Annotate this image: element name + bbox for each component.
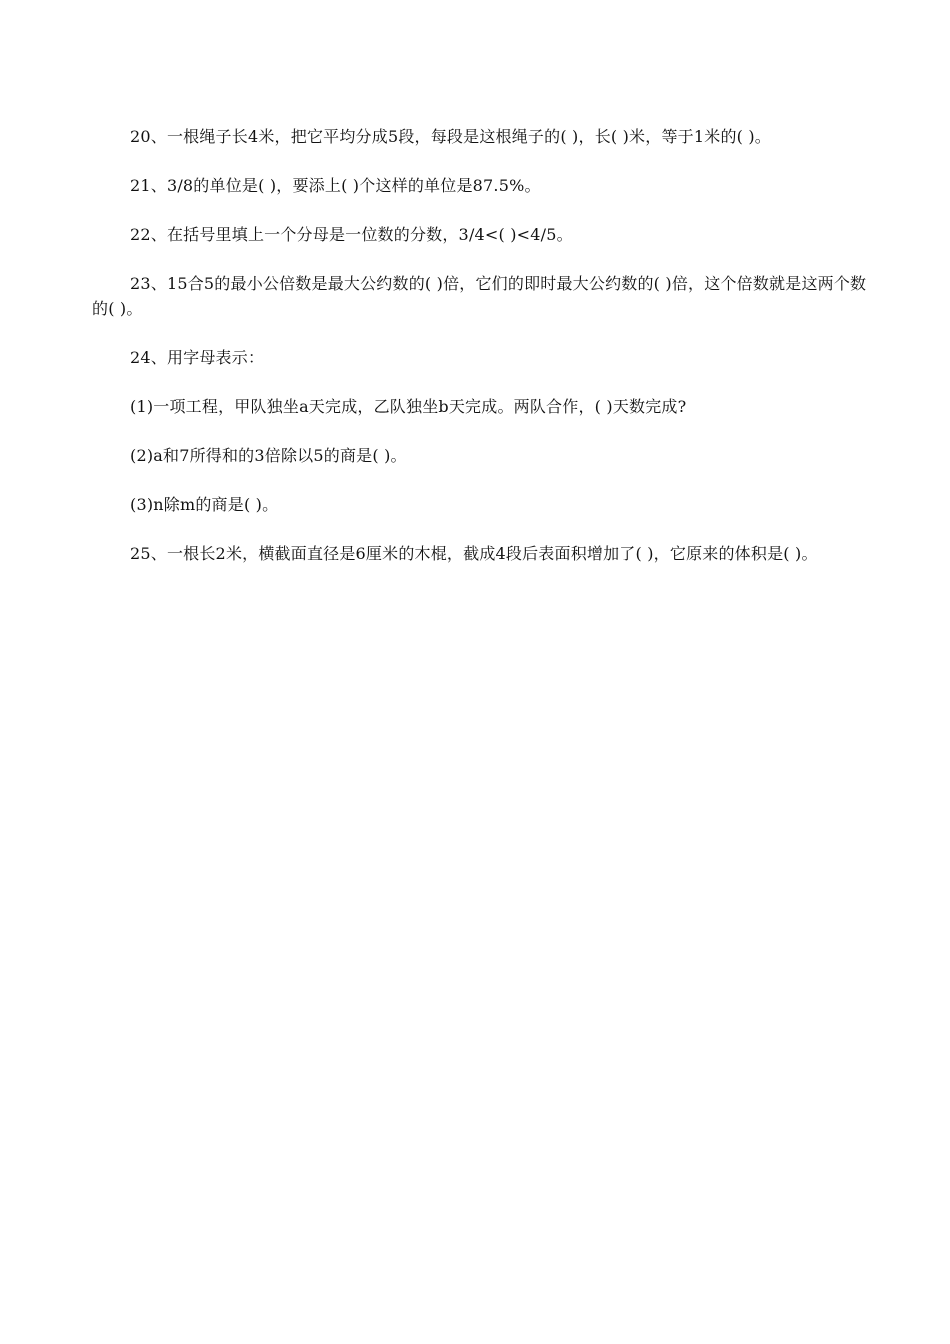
question-25: 25、一根长2米，横截面直径是6厘米的木棍，截成4段后表面积增加了( )，它原来的体积是( )。 (130, 544, 818, 563)
question-24: 24、用字母表示： (130, 348, 265, 367)
spacer (92, 321, 870, 345)
question-24-sub-1: (1)一项工程，甲队独坐a天完成，乙队独坐b天完成。两队合作，( )天数完成? (130, 397, 687, 416)
question-23: 23、15合5的最小公倍数是最大公约数的( )倍，它们的即时最大公约数的( )倍，这个倍数就是这两个数的( )。 (92, 274, 867, 318)
question-21: 21、3/8的单位是( )，要添上( )个这样的单位是87.5%。 (130, 176, 541, 195)
spacer (92, 149, 870, 173)
spacer (92, 468, 870, 492)
question-list (92, 124, 870, 566)
question-22: 22、在括号里填上一个分母是一位数的分数，3/4<( )<4/5。 (130, 225, 573, 244)
spacer (92, 247, 870, 271)
spacer (92, 198, 870, 222)
question-20: 20、一根绳子长4米，把它平均分成5段，每段是这根绳子的( )，长( )米，等于1米的( )。 (130, 127, 772, 146)
spacer (92, 419, 870, 443)
spacer (92, 517, 870, 541)
spacer (92, 370, 870, 394)
question-24-sub-3: (3)n除m的商是( )。 (130, 495, 279, 514)
question-24-sub-2: (2)a和7所得和的3倍除以5的商是( )。 (130, 446, 407, 465)
